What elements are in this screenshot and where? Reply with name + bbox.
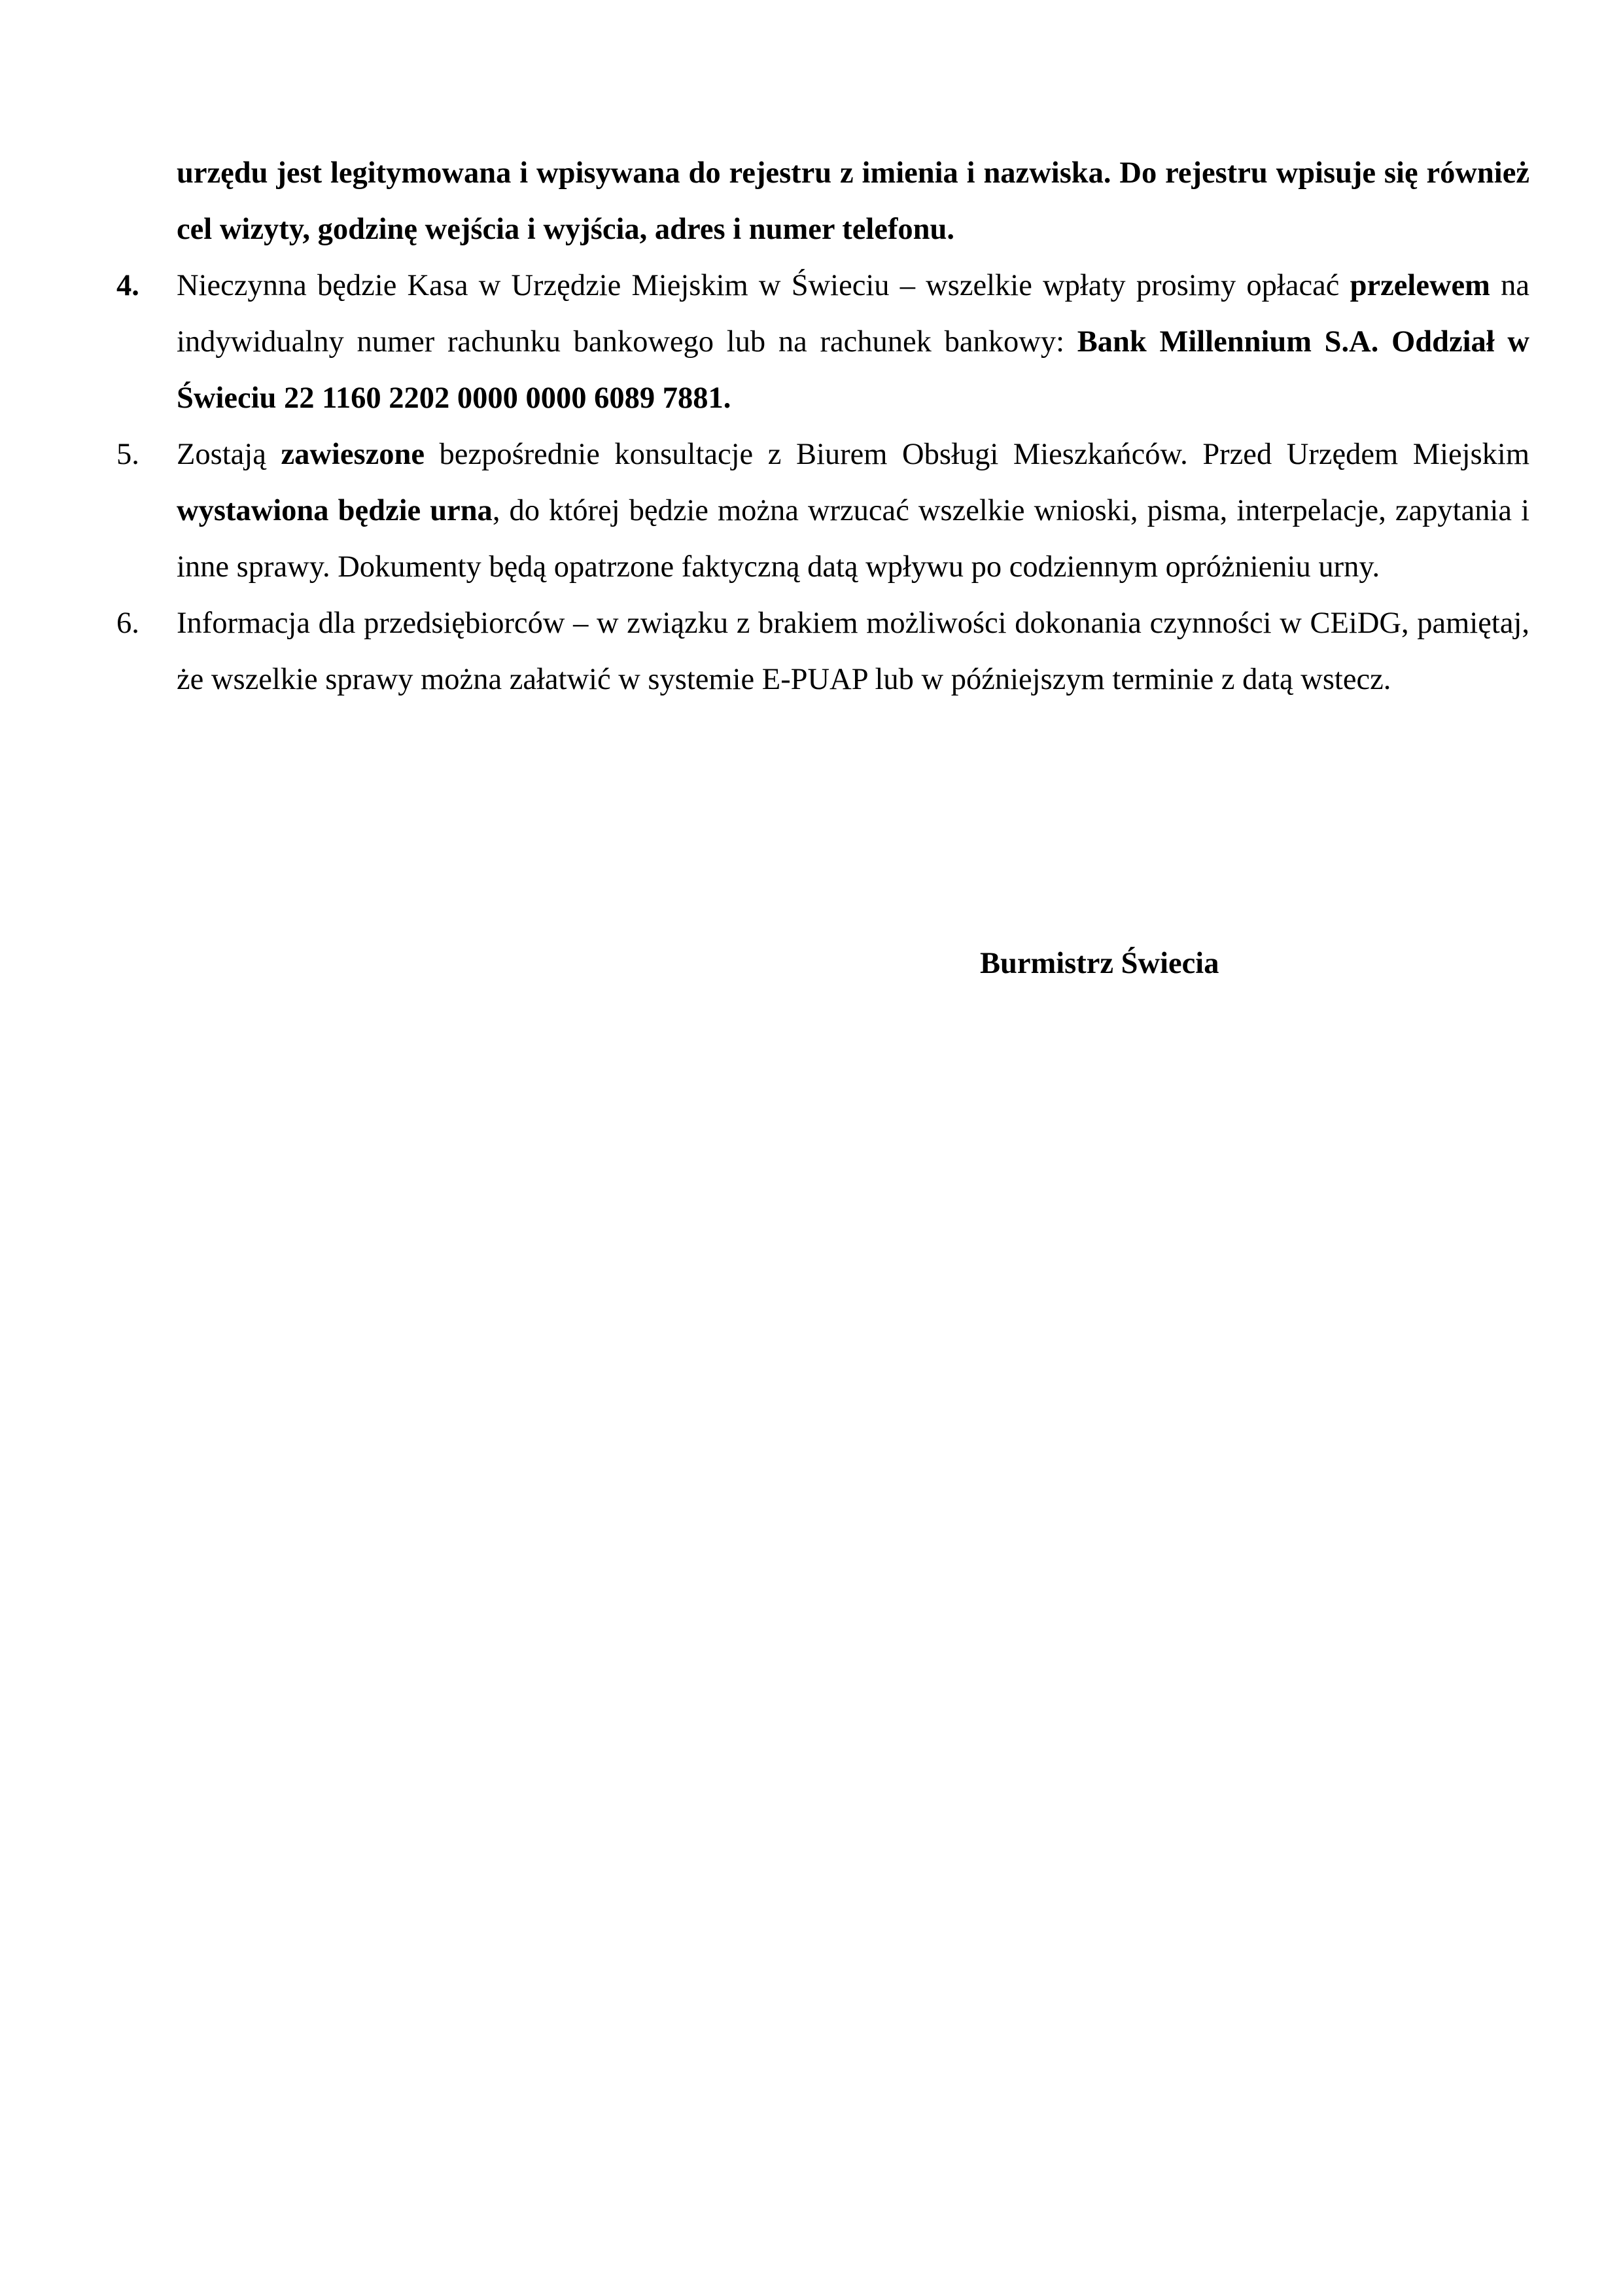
item-bold-text: wystawiona będzie urna	[177, 494, 493, 527]
list-item-6	[116, 595, 1529, 708]
continued-paragraph: urzędu jest legitymowana i wpisywana do rejestru z imienia i nazwiska. Do rejestru wpisuje się również cel wizyty, godzinę wejścia i wyjścia, adres i numer telefonu.	[177, 156, 1529, 246]
item-text: Zostają	[177, 438, 281, 471]
item-text: Informacja dla przedsiębiorców – w związku z brakiem możliwości dokonania czynności w CEiDG, pamiętaj, że wszelkie sprawy można załatwić w systemie E-PUAP lub w późniejszym terminie z datą wstecz.	[177, 607, 1529, 696]
item-text: bezpośrednie konsultacje z Biurem Obsługi Mieszkańców. Przed Urzędem Miejskim	[424, 438, 1530, 471]
signature: Burmistrz Świecia	[980, 947, 1219, 980]
list-number: 6.	[116, 607, 139, 640]
item-text: , do której będzie można wrzucać wszelkie wnioski, pisma, interpelacje, zapytania i inne sprawy. Dokumenty będą opatrzone faktyczną datą wpływu po codziennym opróżnieniu urny.	[177, 494, 1529, 584]
item-text: na indywidualny numer rachunku bankowego lub na rachunek bankowy:	[177, 269, 1530, 359]
item-text: Nieczynna będzie Kasa w Urzędzie Miejskim w Świeciu – wszelkie wpłaty prosimy opłacać	[177, 269, 1350, 302]
item-bold-text: przelewem	[1350, 269, 1490, 302]
item-bold-text: zawieszone	[281, 438, 425, 471]
document-body	[116, 145, 1529, 708]
list-number: 5.	[116, 438, 139, 471]
list-item-4	[116, 258, 1529, 427]
list-number: 4.	[116, 269, 139, 302]
bank-account-text: Bank Millennium S.A. Oddział w Świeciu 22 1160 2202 0000 0000 6089 7881.	[177, 325, 1530, 415]
list-item-5	[116, 427, 1529, 595]
